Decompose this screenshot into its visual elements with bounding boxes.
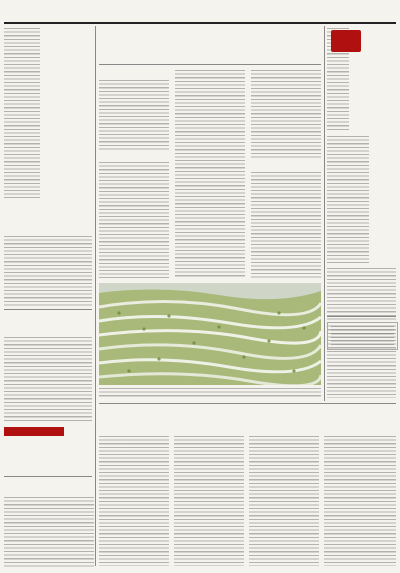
col-divider-1 bbox=[95, 26, 96, 566]
col-divider-2 bbox=[324, 26, 325, 401]
rule-center-1 bbox=[99, 403, 396, 404]
commentary-body-1 bbox=[327, 136, 369, 264]
employment-col1 bbox=[99, 80, 169, 150]
masthead-rule bbox=[4, 22, 396, 24]
commentary-box bbox=[327, 322, 398, 350]
section-tag bbox=[4, 427, 64, 436]
rule-left-1 bbox=[4, 309, 92, 310]
hainan-body bbox=[4, 497, 94, 569]
lead-body bbox=[4, 236, 92, 306]
sidebar-small bbox=[231, 114, 321, 144]
discipline-col2 bbox=[174, 436, 244, 566]
commentary-box-text bbox=[331, 326, 394, 346]
terrace-photo-graphic bbox=[99, 283, 321, 385]
discipline-col3 bbox=[249, 436, 319, 566]
commentary-badge bbox=[331, 30, 361, 52]
rule-right-1 bbox=[327, 316, 396, 317]
employment-col2 bbox=[175, 70, 245, 278]
discipline-report bbox=[99, 406, 396, 570]
rule-left-2 bbox=[4, 476, 92, 477]
lower-left-feature bbox=[4, 313, 92, 463]
employment-col3-lower bbox=[251, 172, 321, 278]
lead-body-top bbox=[4, 28, 40, 198]
feature-body bbox=[4, 337, 92, 423]
hainan-story bbox=[4, 479, 94, 569]
lead-headline-area bbox=[4, 26, 90, 234]
employment-col1-lower bbox=[99, 162, 169, 278]
photo-caption-text bbox=[99, 388, 321, 398]
discipline-col4 bbox=[324, 436, 396, 566]
employment-feature bbox=[99, 26, 321, 282]
employment-rule bbox=[99, 64, 321, 65]
masthead bbox=[4, 3, 396, 23]
employment-tag bbox=[101, 70, 141, 78]
terrace-photo bbox=[99, 283, 321, 385]
discipline-col1 bbox=[99, 436, 169, 566]
